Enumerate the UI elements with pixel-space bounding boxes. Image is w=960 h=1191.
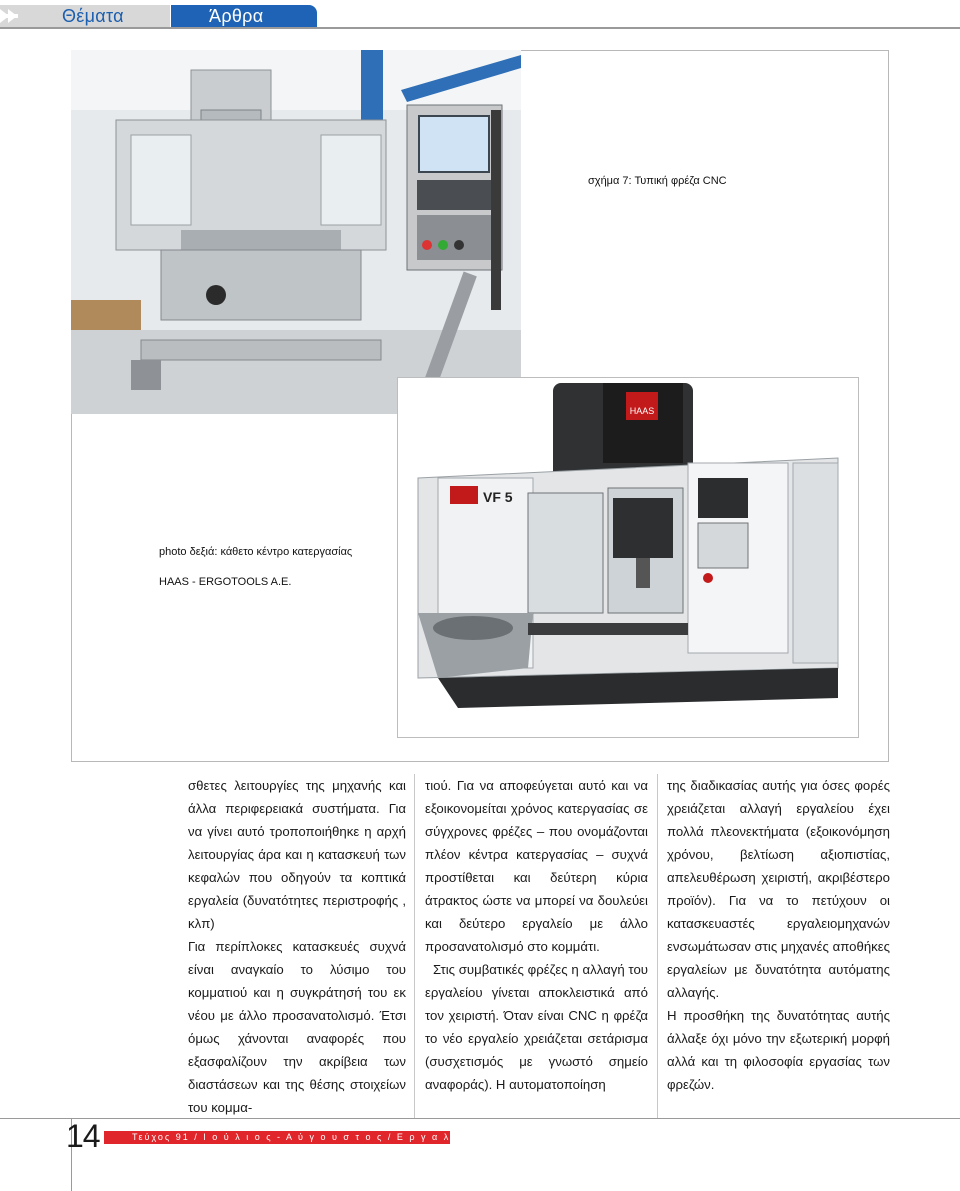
text-column-2 bbox=[425, 774, 648, 1096]
footer-rule bbox=[0, 1118, 960, 1119]
paragraph: τιού. Για να αποφεύγεται αυτό και να εξοικονομείται χρόνος κατεργασίας σε σύγχρονες φρέζες – που ονομάζονται πλέον κέντρα κατεργασίας – συχνά προστίθεται και δεύτερη κύρια άτρακτος ώστε να μπορεί να δουλεύει και δεύτερο εργαλείο με άλλο προσανατολισμό στο κομμάτι. bbox=[425, 778, 648, 954]
column-divider bbox=[414, 774, 415, 1119]
paragraph: σθετες λειτουργίες της μηχανής και άλλα περιφερειακά συστήματα. Για να γίνει αυτό τροποποιήθηκε η αρχή λειτουργίας άρα και η κατασκευή των κεφαλών που οδηγούν τα κοπτικά εργαλεία (δυνατότητες περιστροφής , κλπ) bbox=[188, 778, 406, 931]
paragraph: της διαδικασίας αυτής για όσες φορές χρειάζεται αλλαγή εργαλείου έχει πολλά πλεονεκτήματα (εξοικονόμηση χρόνου, βελτίωση αξιοπιστίας, απελευθέρωση χειριστή, ακριβέστερο προϊόν). Για να το πετύχουν οι κατασκευαστές εργαλειομηχανών ενσωμάτωσαν στις μηχανές αποθήκες εργαλείων με δυνατότητα αυτόματης αλλαγής. bbox=[667, 778, 890, 1000]
svg-text:HAAS: HAAS bbox=[629, 406, 655, 416]
footer-issue-band bbox=[104, 1131, 560, 1144]
footer-issue-label: Τεύχος 91 / Ι ο ύ λ ι ο ς - Α ύ γ ο υ σ τ ο ς / Ε ρ γ α λ ε ι ο μ η χ α ν έ ς bbox=[132, 1132, 560, 1142]
paragraph: Η προσθήκη της δυνατότητας αυτής άλλαξε όχι μόνο την εξωτερική μορφή αλλά και τη φιλοσοφία εργασίας των φρεζών. bbox=[667, 1008, 890, 1092]
figure-caption-right: σχήμα 7: Τυπική φρέζα CNC bbox=[588, 175, 727, 187]
paragraph: Στις συμβατικές φρέζες η αλλαγή του εργαλείου γίνεται αποκλειστικά από τον χειριστή. Όταν είναι CNC η φρέζα το νέο εργαλείο χρειάζεται σετάρισμα (συσχετισμός με γνωστό σημείο αναφοράς). Η αυτοματοποίηση bbox=[425, 962, 648, 1092]
photo-caption-line2: HAAS - ERGOTOOLS A.E. bbox=[159, 576, 292, 588]
tab-themata-label: Θέματα bbox=[62, 6, 124, 26]
text-column-3 bbox=[667, 774, 890, 1096]
cnc-mill-illustration bbox=[71, 50, 521, 414]
tab-arthra-label: Άρθρα bbox=[209, 6, 264, 26]
tab-arthra[interactable] bbox=[171, 5, 317, 27]
page-number: 14 bbox=[66, 1118, 100, 1154]
tab-themata[interactable] bbox=[0, 5, 170, 27]
column-divider bbox=[657, 774, 658, 1119]
haas-machining-center-photo bbox=[397, 377, 859, 738]
cnc-mill-photo bbox=[71, 50, 521, 414]
text-column-1 bbox=[188, 774, 406, 1119]
paragraph: Για περίπλοκες κατασκευές συχνά είναι αναγκαίο το λύσιμο του κομματιού και η συγκράτησή του εκ νέου με άλλο προσανατολισμό. Έτσι όμως χάνονται αναφορές που εξασφαλίζουν την ακρίβεια των διαστάσεων και της θέσης στοιχείων του κομμα- bbox=[188, 939, 406, 1115]
haas-vf5-illustration bbox=[398, 378, 858, 737]
header-rule bbox=[0, 27, 960, 29]
machine-badge: VF 5 bbox=[483, 489, 513, 505]
double-arrow-icon bbox=[0, 7, 22, 25]
photo-caption-line1: photo δεξιά: κάθετο κέντρο κατεργασίας bbox=[159, 546, 353, 558]
